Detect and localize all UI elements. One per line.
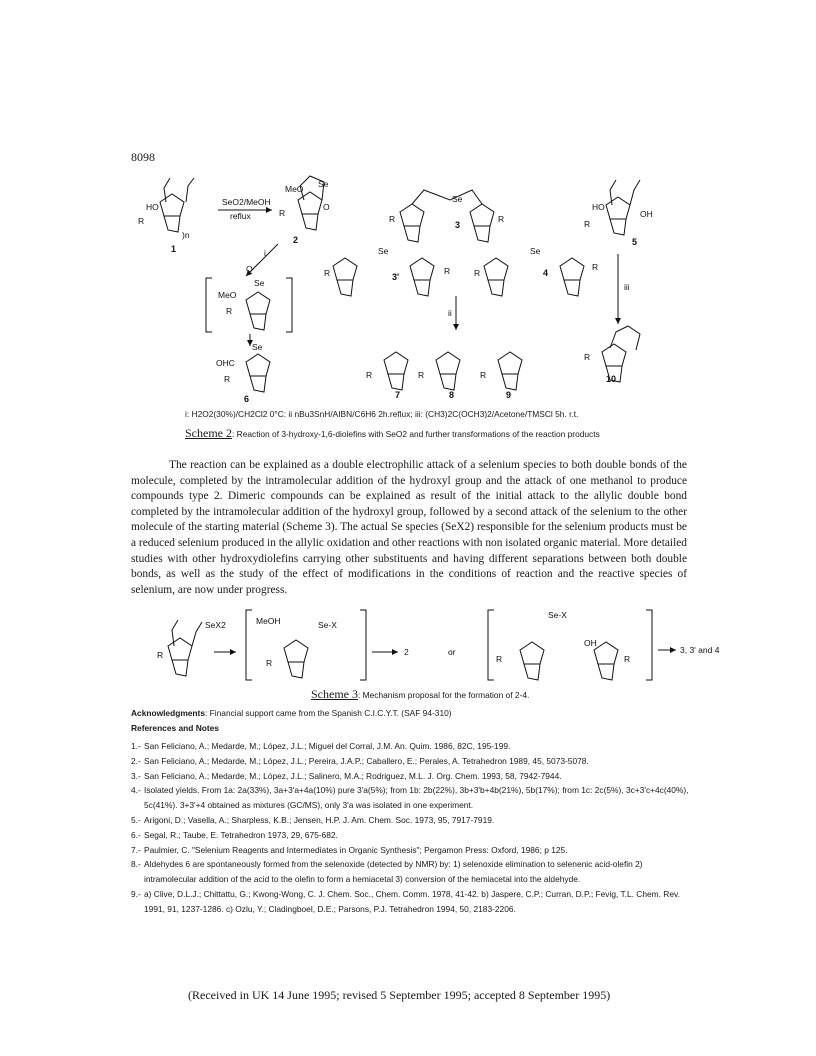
se-label: Se [252, 342, 263, 352]
reference-number: 5.- [131, 814, 141, 825]
scheme-3-structures [157, 610, 720, 680]
r-label: R [496, 654, 503, 664]
reference-text: San Feliciano, A.; Medarde, M.; López, J.L.; Pereira, J.A.P.; Caballero, E.; Perales, A. Tetrahedron 1989, 45, 5073-5078. [144, 755, 589, 766]
reference-text: Aldehydes 6 are spontaneously formed from the selenoxide (detected by NMR) by: 1) selenoxide elimination to selenenic acid-olefin 2) intramolecular addition of the acid to the olefin to form a hemiacetal 3) conversion of the hemiacetal into the aldehyde. [144, 859, 643, 885]
n-label: )n [182, 230, 190, 240]
sex-label: Se-X [548, 610, 567, 620]
reference-item [131, 769, 691, 784]
reference-item [131, 843, 691, 858]
scheme-2-caption [185, 426, 600, 441]
r-label: R [444, 266, 451, 276]
reference-number: 9.- [131, 888, 141, 899]
meoh-label: MeOH [256, 616, 281, 626]
compound-6-structure [216, 342, 270, 404]
reference-text: Arigoni, D.; Vasella, A.; Sharpless, K.B.; Jensen, H.P. J. Am. Chem. Soc. 1973, 95, 7917-7919. [144, 814, 495, 825]
compound-3-structure [389, 190, 504, 242]
acknowledgments-label: Acknowledgments [131, 708, 205, 718]
reagent-label: SeO2/MeOH [222, 197, 271, 207]
acknowledgments-text: : Financial support came from the Spanish C.I.C.Y.T. (SAF 94-310) [205, 708, 452, 718]
reference-text: Isolated yields. From 1a: 2a(33%), 3a+3'a+4a(10%) pure 3'a(5%); from 1b: 2b(22%), 3b+3'b+4b(21%), 5b(17%); from 1c: 2c(5%), 3c+3'c+4c(40%), 5c(41%). 3+3'+4 obtained as mixtures (GC/MS), only 3'a was isolated in one experiment. [144, 785, 689, 811]
reagent-label: reflux [230, 211, 251, 221]
r-label: R [226, 306, 233, 316]
scheme-2-caption-text: : Reaction of 3-hydroxy-1,6-diolefins with SeO2 and further transformations of the reaction products [232, 429, 600, 439]
r-label: R [584, 219, 591, 229]
reaction-conditions: i: H2O2(30%)/CH2Cl2 0°C: ii nBu3SnH/AIBN/C6H6 2h.reflux; iii: (CH3)2C(OCH3)2/Acetone/TMSCl 5h. r.t. [185, 409, 579, 419]
reference-text: San Feliciano, A.; Medarde, M.; López, J.L.; Salinero, M.A.; Rodriguez, M.L. J. Org. Chem. 1993, 58, 7942-7944. [144, 770, 562, 781]
r-label: R [157, 650, 164, 660]
r-label: R [389, 214, 396, 224]
r-label: R [480, 370, 487, 380]
reference-item [131, 783, 691, 813]
arrow-label-i: i [264, 248, 266, 258]
compound-label-7: 7 [395, 390, 401, 400]
arrow-label-iii: iii [624, 282, 630, 292]
compound-10-structure [584, 326, 640, 384]
reference-item [131, 828, 691, 843]
oh-label: OH [640, 209, 653, 219]
page-number: 8098 [131, 150, 155, 164]
r-label: R [279, 208, 286, 218]
r-label: R [266, 658, 273, 668]
ho-label: HO [592, 202, 605, 212]
compound-8-structure [418, 352, 460, 400]
reference-item [131, 754, 691, 769]
r-label: R [624, 654, 631, 664]
r-label: R [584, 352, 591, 362]
or-label: or [448, 647, 456, 657]
reference-item [131, 887, 691, 917]
r-label: R [498, 214, 505, 224]
compound-7-structure [366, 352, 408, 400]
sex-label: Se-X [318, 620, 337, 630]
meo-label: MeO [218, 290, 237, 300]
se-label: Se [254, 278, 265, 288]
reference-text: a) Clive, D.L.J.; Chittattu, G.; Kwong-Wong, C. J. Chem. Soc., Chem. Comm. 1978, 41-42. b) Jaspere, C.P.; Curran, D.P.; Fevig, T.L. Chem. Rev. 1991, 91, 1237-1286. c) Ozlu, Y.; Cladingboel, D.E.; Parsons, P.J. Tetrahedron 1994, 50, 2183-2206. [144, 888, 680, 914]
reference-item [131, 739, 691, 754]
oh-label: OH [584, 638, 597, 648]
compound-label-8: 8 [449, 390, 455, 400]
reference-number: 8.- [131, 859, 141, 870]
reference-number: 6.- [131, 829, 141, 840]
ohc-label: OHC [216, 358, 235, 368]
reference-item [131, 857, 691, 887]
compound-4-structure [474, 246, 598, 296]
received-dates: (Received in UK 14 June 1995; revised 5 September 1995; accepted 8 September 1995) [188, 988, 611, 1002]
compound-label-9: 9 [506, 390, 512, 400]
reference-number: 7.- [131, 844, 141, 855]
scheme-3-title: Scheme 3 [311, 687, 358, 701]
r-label: R [592, 262, 599, 272]
r-label: R [138, 216, 145, 226]
reference-number: 2.- [131, 755, 141, 766]
reference-text: Paulmier, C. "Selenium Reagents and Intermediates in Organic Synthesis"; Pergamon Press: Oxford, 1986; p 125. [144, 844, 568, 855]
compound-label-6: 6 [244, 394, 250, 404]
reference-text: Segal, R.; Taube, E. Tetrahedron 1973, 29, 675-682. [144, 829, 338, 840]
references-heading: References and Notes [131, 723, 219, 733]
reference-number: 1.- [131, 741, 141, 751]
compound-label-3prime: 3' [392, 272, 400, 282]
references-list [131, 739, 691, 917]
reference-text: San Feliciano, A.; Medarde, M.; López, J.L.; Miguel del Corral, J.M. An. Quim. 1986, 82C, 195-199. [144, 741, 511, 751]
compound-label-10: 10 [606, 374, 617, 384]
compound-2-structure [279, 176, 330, 245]
sex2-label: SeX2 [205, 620, 226, 630]
compound-1-structure [138, 178, 194, 254]
se-label: Se [452, 194, 463, 204]
reference-item [131, 813, 691, 828]
compound-label-5: 5 [632, 237, 638, 247]
compound-3prime-structure [324, 246, 450, 296]
r-label: R [366, 370, 373, 380]
se-label: Se [530, 246, 541, 256]
compound-label-1: 1 [171, 244, 177, 254]
reference-number: 3.- [131, 770, 141, 781]
scheme-3-caption-text: : Mechanism proposal for the formation of 2-4. [358, 690, 530, 700]
acknowledgments [131, 708, 452, 718]
se-label: Se [318, 179, 329, 189]
reference-number: 4.- [131, 785, 141, 796]
o-label: O [323, 202, 330, 212]
compound-label-3: 3 [455, 220, 461, 230]
scheme-2-title: Scheme 2 [185, 426, 232, 440]
compound-label-4: 4 [543, 268, 549, 278]
r-label: R [224, 374, 231, 384]
compound-5-structure [584, 180, 653, 247]
se-label: Se [378, 246, 389, 256]
compound-9-structure [480, 352, 522, 400]
product-3-label: 3, 3' and 4 [680, 645, 720, 655]
scheme-3-caption [311, 687, 529, 702]
r-label: R [474, 268, 481, 278]
product-2-label: 2 [404, 647, 409, 657]
compound-label-2: 2 [293, 235, 299, 245]
o-label: O [246, 264, 253, 274]
ho-label: HO [146, 202, 159, 212]
body-paragraph: The reaction can be explained as a double electrophilic attack of a selenium species to both double bonds of the molecule, completed by the intramolecular addition of the hydroxyl group and the attack of one methanol to produce compounds type 2. Dimeric compounds can be explained as result of the initial attack to the allylic double bond completed by the intramolecular addition of the hydroxyl group, followed by a second attack of the selenium to the other molecule of the starting material (Scheme 3). The actual Se species (SeX2) responsible for the selenium products must be a reduced selenium produced in the allylic oxidation and other reactions with non isolated organic material. More detailed studies with other hydroxydiolefins carrying other substituents and having different separations between both double bonds, as well as the study of the effect of modifications in the conditions of reaction and the reactive species of selenium, are now under progress. [131, 459, 687, 596]
r-label: R [418, 370, 425, 380]
selenoxide-intermediate [206, 264, 292, 332]
meo-label: MeO [285, 184, 304, 194]
r-label: R [324, 268, 331, 278]
arrow-label-ii: ii [448, 308, 452, 318]
